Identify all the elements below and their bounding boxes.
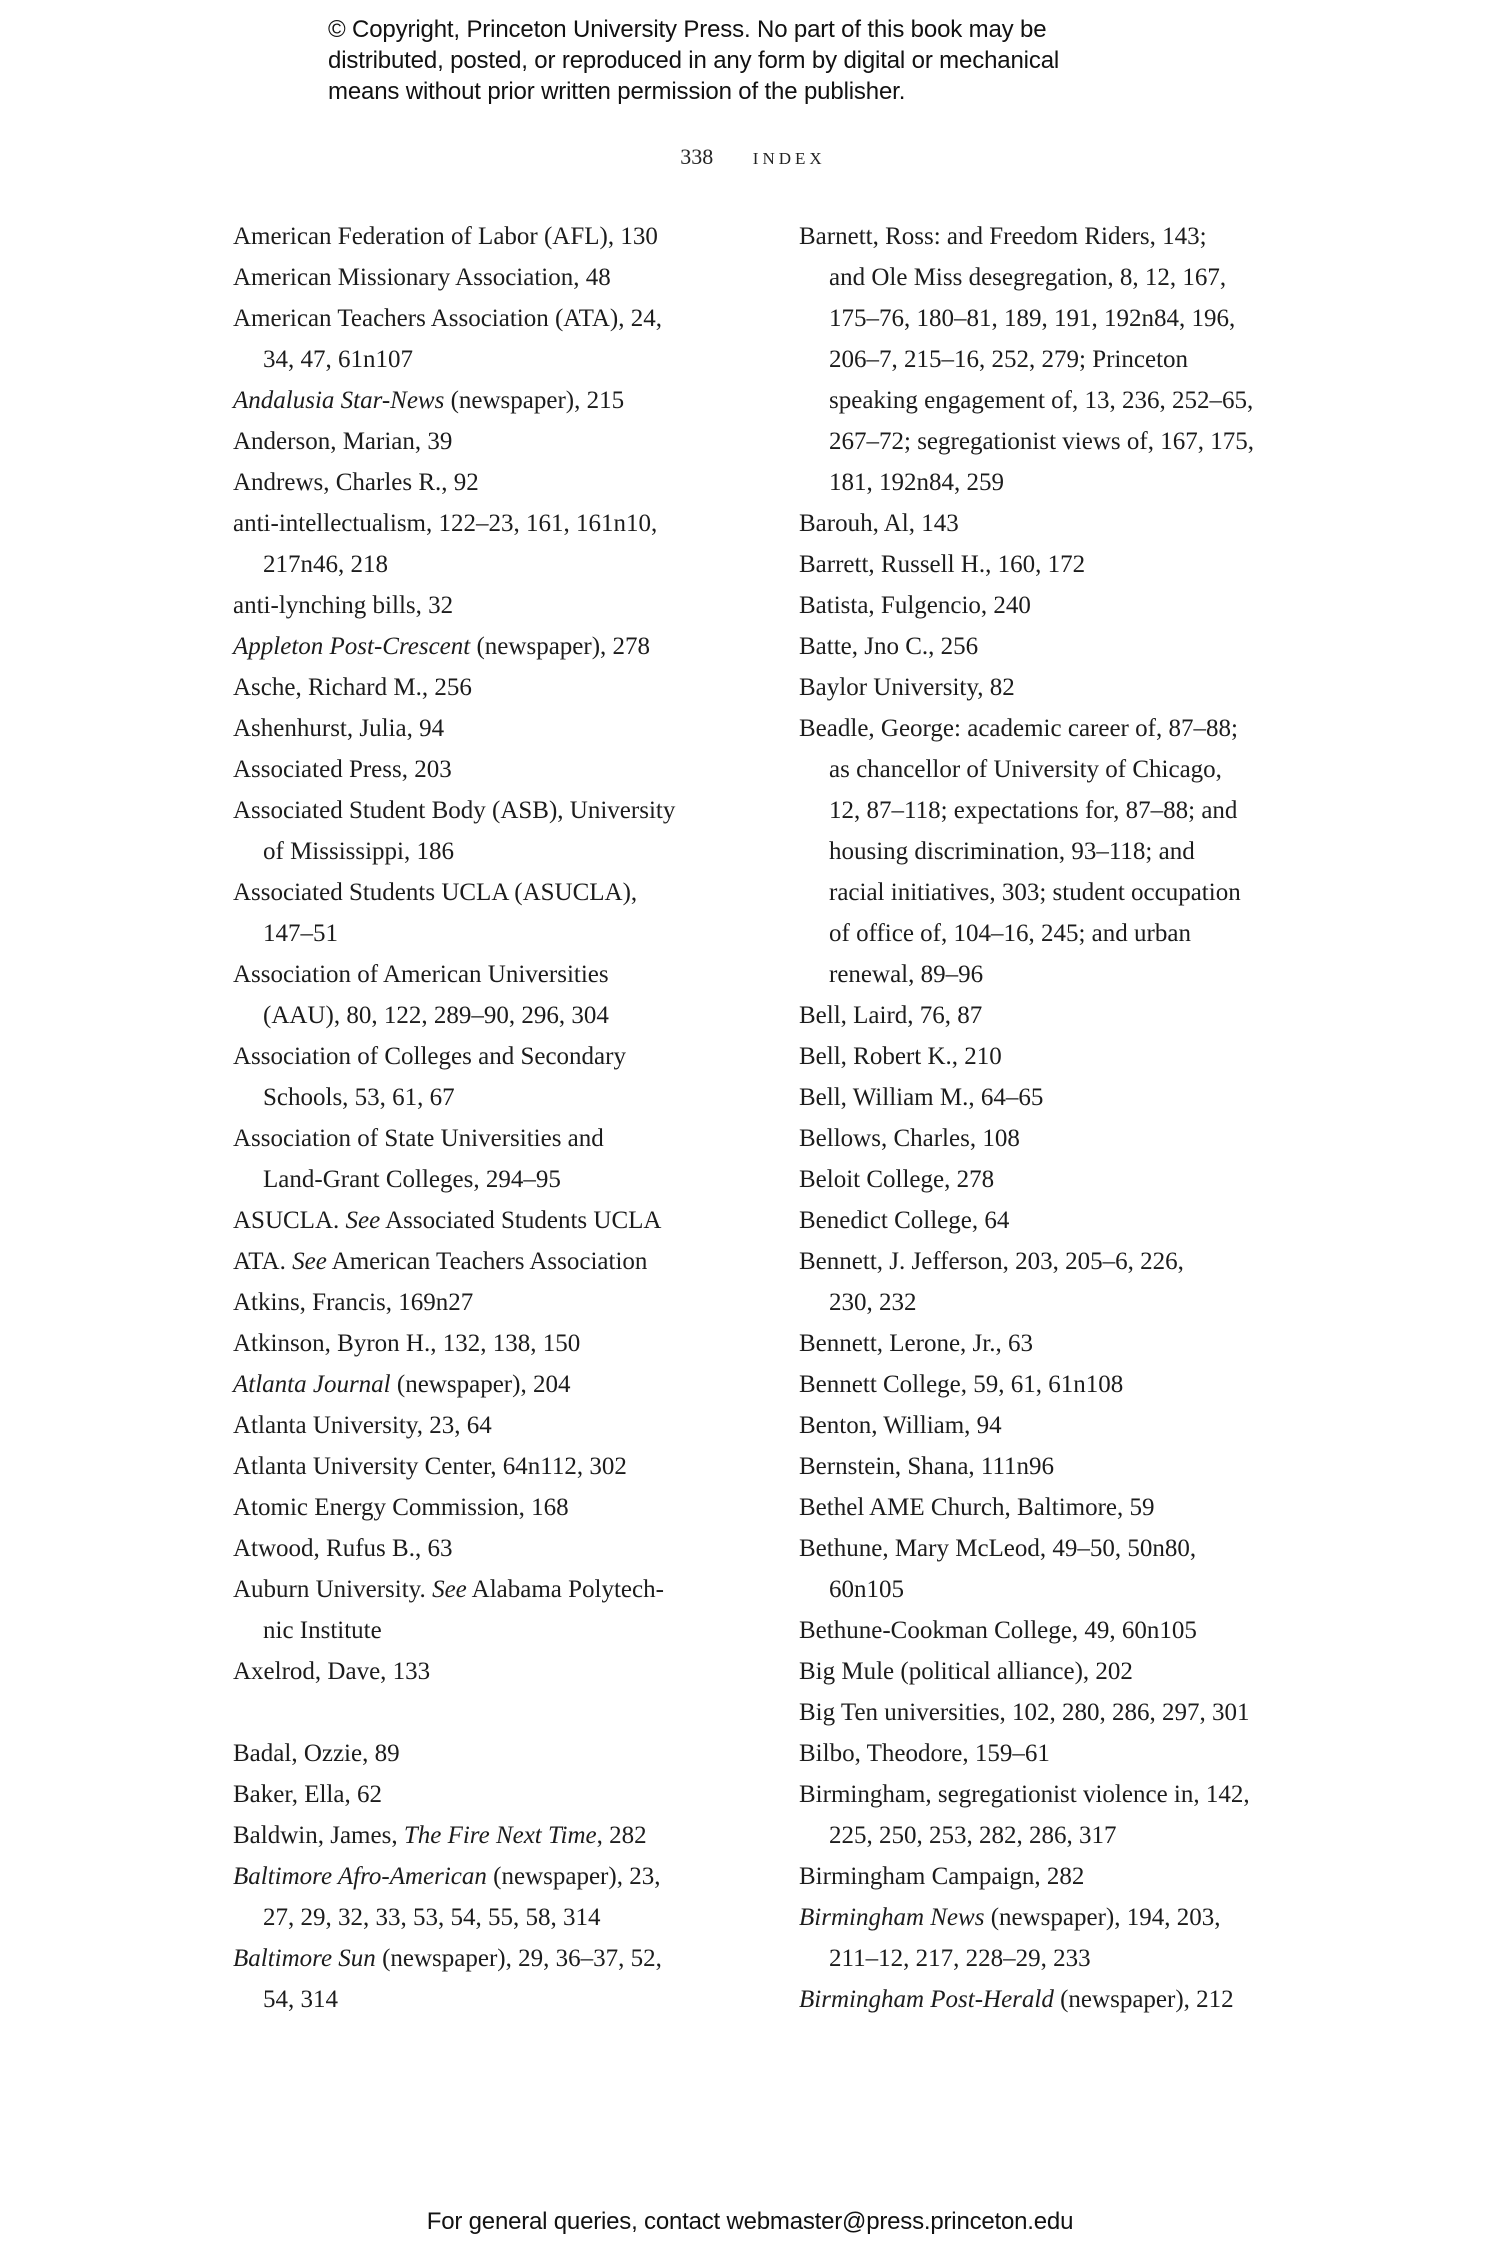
italic-title: Andalusia Star-News bbox=[233, 387, 445, 414]
entry-text: American Teachers Association bbox=[326, 1248, 648, 1275]
index-entry bbox=[799, 1610, 1299, 1651]
entry-text: of Mississippi, 186 bbox=[263, 838, 455, 865]
index-entry-line bbox=[799, 1733, 1299, 1774]
entry-text: Beadle, George: academic career of, 87–88; bbox=[799, 715, 1238, 742]
entry-text: American Teachers Association (ATA), 24, bbox=[233, 305, 662, 332]
index-entry bbox=[233, 503, 753, 585]
index-entry bbox=[799, 1528, 1299, 1610]
index-entry bbox=[233, 1815, 753, 1856]
index-entry bbox=[233, 1528, 753, 1569]
index-entry-line bbox=[233, 1446, 753, 1487]
index-entry-line bbox=[799, 1077, 1299, 1118]
entry-text: (AAU), 80, 122, 289–90, 296, 304 bbox=[263, 1002, 609, 1029]
index-entry-continuation bbox=[799, 1938, 1299, 1979]
entry-text: housing discrimination, 93–118; and bbox=[829, 838, 1195, 865]
entry-text: (newspaper), 29, 36–37, 52, bbox=[375, 1945, 662, 1972]
index-entry bbox=[233, 257, 753, 298]
entry-text: Barouh, Al, 143 bbox=[799, 510, 959, 537]
index-entry bbox=[799, 1077, 1299, 1118]
index-entry-continuation bbox=[799, 913, 1299, 954]
entry-text: Barnett, Ross: and Freedom Riders, 143; bbox=[799, 223, 1207, 250]
index-entry bbox=[233, 1487, 753, 1528]
index-entry-line bbox=[233, 1036, 753, 1077]
index-entry-continuation bbox=[799, 339, 1299, 380]
index-entry-continuation bbox=[799, 954, 1299, 995]
entry-text: Bilbo, Theodore, 159–61 bbox=[799, 1740, 1050, 1767]
index-entry bbox=[799, 995, 1299, 1036]
index-column-right bbox=[799, 216, 1299, 2020]
entry-text: Associated Press, 203 bbox=[233, 756, 452, 783]
entry-text: Batte, Jno C., 256 bbox=[799, 633, 979, 660]
index-entry bbox=[233, 1774, 753, 1815]
index-entry-line bbox=[799, 1692, 1299, 1733]
entry-text: American Missionary Association, 48 bbox=[233, 264, 611, 291]
italic-title: Appleton Post-Crescent bbox=[233, 633, 471, 660]
index-entry-line bbox=[233, 503, 753, 544]
index-entry bbox=[799, 1651, 1299, 1692]
index-entry-continuation bbox=[233, 1077, 753, 1118]
index-entry-line bbox=[799, 1651, 1299, 1692]
index-entry-line bbox=[799, 1610, 1299, 1651]
entry-text: Asche, Richard M., 256 bbox=[233, 674, 472, 701]
entry-text: Big Ten universities, 102, 280, 286, 297, 301 bbox=[799, 1699, 1250, 1726]
index-entry-continuation bbox=[799, 462, 1299, 503]
index-entry-continuation bbox=[799, 749, 1299, 790]
index-entry-line bbox=[233, 1569, 753, 1610]
entry-text: 147–51 bbox=[263, 920, 338, 947]
index-entry-line bbox=[233, 1651, 753, 1692]
index-entry-line bbox=[233, 790, 753, 831]
index-entry-continuation bbox=[799, 831, 1299, 872]
index-entry bbox=[233, 1938, 753, 2020]
entry-text: anti-lynching bills, 32 bbox=[233, 592, 454, 619]
letter-group-gap bbox=[233, 1692, 753, 1733]
index-entry-line bbox=[233, 1528, 753, 1569]
entry-text: Beloit College, 278 bbox=[799, 1166, 995, 1193]
entry-text: Bellows, Charles, 108 bbox=[799, 1125, 1020, 1152]
index-entry bbox=[233, 749, 753, 790]
entry-text: Bell, Laird, 76, 87 bbox=[799, 1002, 983, 1029]
index-entry-line bbox=[233, 667, 753, 708]
entry-text: Bennett College, 59, 61, 61n108 bbox=[799, 1371, 1124, 1398]
index-entry bbox=[233, 1733, 753, 1774]
index-entry-line bbox=[799, 1118, 1299, 1159]
italic-title: See bbox=[345, 1207, 381, 1234]
index-entry bbox=[799, 626, 1299, 667]
index-entry-line bbox=[799, 1241, 1299, 1282]
index-entry-continuation bbox=[799, 1569, 1299, 1610]
index-entry-line bbox=[233, 1856, 753, 1897]
entry-text: Auburn University. bbox=[233, 1576, 433, 1603]
italic-title: Baltimore Afro-American bbox=[233, 1863, 487, 1890]
italic-title: Baltimore Sun bbox=[233, 1945, 376, 1972]
index-entry-line bbox=[233, 872, 753, 913]
index-entry bbox=[233, 1856, 753, 1938]
index-entry-line bbox=[799, 1405, 1299, 1446]
index-entry-continuation bbox=[799, 1282, 1299, 1323]
entry-text: as chancellor of University of Chicago, bbox=[829, 756, 1222, 783]
index-entry-line bbox=[799, 995, 1299, 1036]
index-entry bbox=[799, 1200, 1299, 1241]
entry-text: ASUCLA. bbox=[233, 1207, 346, 1234]
index-entry bbox=[233, 1200, 753, 1241]
copyright-notice bbox=[328, 14, 1208, 107]
entry-text: 211–12, 217, 228–29, 233 bbox=[829, 1945, 1091, 1972]
index-entry bbox=[233, 872, 753, 954]
index-entry bbox=[799, 1692, 1299, 1733]
entry-text: (newspaper), 215 bbox=[444, 387, 625, 414]
entry-text: nic Institute bbox=[263, 1617, 382, 1644]
index-entry-line bbox=[233, 626, 753, 667]
copyright-line: distributed, posted, or reproduced in any form by digital or mechanical bbox=[328, 47, 1060, 74]
index-entry bbox=[799, 1979, 1299, 2020]
index-entry-line bbox=[233, 1323, 753, 1364]
index-entry-continuation bbox=[799, 298, 1299, 339]
index-entry bbox=[799, 1897, 1299, 1979]
entry-text: Benton, William, 94 bbox=[799, 1412, 1002, 1439]
entry-text: 34, 47, 61n107 bbox=[263, 346, 413, 373]
entry-text: Big Mule (political alliance), 202 bbox=[799, 1658, 1133, 1685]
entry-text: Atkinson, Byron H., 132, 138, 150 bbox=[233, 1330, 581, 1357]
index-entry-continuation bbox=[799, 872, 1299, 913]
entry-text: Atlanta University Center, 64n112, 302 bbox=[233, 1453, 627, 1480]
entry-text: Baker, Ella, 62 bbox=[233, 1781, 382, 1808]
entry-text: 217n46, 218 bbox=[263, 551, 388, 578]
index-entry-line bbox=[233, 954, 753, 995]
index-entry-line bbox=[799, 708, 1299, 749]
index-entry-continuation bbox=[233, 1979, 753, 2020]
index-entry-continuation bbox=[233, 1610, 753, 1651]
index-entry-line bbox=[233, 1815, 753, 1856]
entry-text: speaking engagement of, 13, 236, 252–65, bbox=[829, 387, 1254, 414]
index-entry bbox=[233, 708, 753, 749]
entry-text: Bennett, Lerone, Jr., 63 bbox=[799, 1330, 1033, 1357]
index-entry bbox=[799, 708, 1299, 995]
index-entry bbox=[799, 1446, 1299, 1487]
entry-text: 267–72; segregationist views of, 167, 175, bbox=[829, 428, 1254, 455]
entry-text: Baldwin, James, bbox=[233, 1822, 404, 1849]
italic-title: Atlanta Journal bbox=[233, 1371, 391, 1398]
index-entry-line bbox=[799, 1528, 1299, 1569]
index-entry bbox=[799, 216, 1299, 503]
entry-text: Birmingham, segregationist violence in, 142, bbox=[799, 1781, 1250, 1808]
index-entry-line bbox=[233, 421, 753, 462]
index-entry bbox=[233, 1282, 753, 1323]
entry-text: racial initiatives, 303; student occupation bbox=[829, 879, 1241, 906]
entry-text: Bell, William M., 64–65 bbox=[799, 1084, 1044, 1111]
index-entry-line bbox=[233, 257, 753, 298]
footer-contact: For general queries, contact webmaster@press.princeton.edu bbox=[426, 2208, 1074, 2235]
index-entry bbox=[233, 1446, 753, 1487]
entry-text: Atomic Energy Commission, 168 bbox=[233, 1494, 569, 1521]
index-entry bbox=[233, 421, 753, 462]
index-entry-continuation bbox=[233, 339, 753, 380]
index-entry bbox=[799, 1241, 1299, 1323]
index-entry-continuation bbox=[799, 790, 1299, 831]
index-entry bbox=[799, 1487, 1299, 1528]
entry-text: Bethune-Cookman College, 49, 60n105 bbox=[799, 1617, 1197, 1644]
index-entry-line bbox=[233, 216, 753, 257]
index-entry bbox=[233, 1323, 753, 1364]
index-entry-continuation bbox=[233, 544, 753, 585]
index-entry bbox=[799, 1364, 1299, 1405]
index-entry-line bbox=[799, 1897, 1299, 1938]
entry-text: American Federation of Labor (AFL), 130 bbox=[233, 223, 658, 250]
entry-text: 225, 250, 253, 282, 286, 317 bbox=[829, 1822, 1117, 1849]
index-entry-line bbox=[233, 1938, 753, 1979]
index-entry-line bbox=[233, 298, 753, 339]
index-entry bbox=[233, 462, 753, 503]
index-entry-continuation bbox=[799, 421, 1299, 462]
section-title: INDEX bbox=[752, 149, 826, 168]
entry-text: anti-intellectualism, 122–23, 161, 161n10, bbox=[233, 510, 658, 537]
entry-text: Batista, Fulgencio, 240 bbox=[799, 592, 1031, 619]
page-number: 338 bbox=[680, 144, 714, 169]
index-entry-line bbox=[233, 708, 753, 749]
index-entry-line bbox=[233, 1774, 753, 1815]
index-entry-line bbox=[233, 1241, 753, 1282]
index-entry bbox=[799, 1774, 1299, 1856]
entry-text: ATA. bbox=[233, 1248, 293, 1275]
index-entry-continuation bbox=[233, 995, 753, 1036]
index-entry-line bbox=[799, 626, 1299, 667]
entry-text: Bennett, J. Jefferson, 203, 205–6, 226, bbox=[799, 1248, 1184, 1275]
entry-text: Bethel AME Church, Baltimore, 59 bbox=[799, 1494, 1155, 1521]
entry-text: (newspaper), 278 bbox=[470, 633, 651, 660]
entry-text: , 282 bbox=[596, 1822, 647, 1849]
index-column-left bbox=[233, 216, 753, 2020]
index-entry-line bbox=[799, 1856, 1299, 1897]
index-entry bbox=[799, 1118, 1299, 1159]
index-entry-continuation bbox=[799, 380, 1299, 421]
entry-text: (newspaper), 23, bbox=[486, 1863, 661, 1890]
index-entry-line bbox=[233, 1487, 753, 1528]
index-entry bbox=[233, 1241, 753, 1282]
index-entry-line bbox=[799, 1200, 1299, 1241]
index-entry-line bbox=[233, 1200, 753, 1241]
entry-text: Axelrod, Dave, 133 bbox=[233, 1658, 431, 1685]
index-entry-line bbox=[799, 1446, 1299, 1487]
index-entry bbox=[233, 667, 753, 708]
index-entry bbox=[799, 667, 1299, 708]
index-entry-line bbox=[233, 749, 753, 790]
index-entry bbox=[799, 1323, 1299, 1364]
entry-text: Alabama Polytech- bbox=[466, 1576, 664, 1603]
index-entry-line bbox=[799, 1159, 1299, 1200]
index-entry-continuation bbox=[233, 831, 753, 872]
entry-text: Association of Colleges and Secondary bbox=[233, 1043, 626, 1070]
index-entry bbox=[799, 1733, 1299, 1774]
index-entry bbox=[233, 1569, 753, 1651]
entry-text: Association of American Universities bbox=[233, 961, 609, 988]
index-entry bbox=[233, 954, 753, 1036]
entry-text: (newspaper), 194, 203, bbox=[984, 1904, 1221, 1931]
copyright-line: © Copyright, Princeton University Press. No part of this book may be bbox=[328, 16, 1047, 43]
index-entry-line bbox=[233, 585, 753, 626]
index-entry-line bbox=[233, 1405, 753, 1446]
entry-text: Bell, Robert K., 210 bbox=[799, 1043, 1002, 1070]
index-entry-line bbox=[233, 1364, 753, 1405]
italic-title: The Fire Next Time bbox=[403, 1822, 597, 1849]
entry-text: Bernstein, Shana, 111n96 bbox=[799, 1453, 1055, 1480]
index-entry bbox=[799, 1405, 1299, 1446]
index-entry-line bbox=[233, 380, 753, 421]
index-entry bbox=[799, 585, 1299, 626]
entry-text: Land-Grant Colleges, 294–95 bbox=[263, 1166, 561, 1193]
index-entry-line bbox=[799, 1364, 1299, 1405]
entry-text: Ashenhurst, Julia, 94 bbox=[233, 715, 445, 742]
index-entry bbox=[233, 380, 753, 421]
index-entry bbox=[233, 790, 753, 872]
entry-text: Andrews, Charles R., 92 bbox=[233, 469, 479, 496]
copyright-line: means without prior written permission of the publisher. bbox=[328, 78, 906, 105]
index-entry bbox=[233, 1651, 753, 1692]
entry-text: 27, 29, 32, 33, 53, 54, 55, 58, 314 bbox=[263, 1904, 601, 1931]
entry-text: renewal, 89–96 bbox=[829, 961, 984, 988]
entry-text: 206–7, 215–16, 252, 279; Princeton bbox=[829, 346, 1189, 373]
index-entry-line bbox=[799, 544, 1299, 585]
entry-text: and Ole Miss desegregation, 8, 12, 167, bbox=[829, 264, 1227, 291]
entry-text: 54, 314 bbox=[263, 1986, 338, 2013]
index-entry-line bbox=[799, 1036, 1299, 1077]
index-entry-continuation bbox=[233, 1897, 753, 1938]
italic-title: See bbox=[292, 1248, 327, 1275]
index-entry bbox=[799, 1856, 1299, 1897]
index-entry-line bbox=[799, 503, 1299, 544]
index-entry-continuation bbox=[233, 1159, 753, 1200]
index-entry-line bbox=[799, 1323, 1299, 1364]
index-entry bbox=[799, 1159, 1299, 1200]
entry-text: Baylor University, 82 bbox=[799, 674, 1015, 701]
running-head bbox=[0, 142, 1500, 172]
italic-title: Birmingham Post-Herald bbox=[799, 1986, 1054, 2013]
index-entry-line bbox=[799, 1774, 1299, 1815]
index-entry-line bbox=[799, 1979, 1299, 2020]
index-entry bbox=[799, 544, 1299, 585]
index-entry-continuation bbox=[799, 257, 1299, 298]
entry-text: 181, 192n84, 259 bbox=[829, 469, 1004, 496]
entry-text: 175–76, 180–81, 189, 191, 192n84, 196, bbox=[829, 305, 1236, 332]
entry-text: 60n105 bbox=[829, 1576, 904, 1603]
index-entry-line bbox=[799, 585, 1299, 626]
entry-text: 12, 87–118; expectations for, 87–88; and bbox=[829, 797, 1238, 824]
index-entry bbox=[799, 503, 1299, 544]
index-entry bbox=[233, 1118, 753, 1200]
entry-text: Bethune, Mary McLeod, 49–50, 50n80, bbox=[799, 1535, 1197, 1562]
entry-text: Atwood, Rufus B., 63 bbox=[233, 1535, 453, 1562]
entry-text: of office of, 104–16, 245; and urban bbox=[829, 920, 1191, 947]
entry-text: Anderson, Marian, 39 bbox=[233, 428, 453, 455]
index-entry bbox=[233, 626, 753, 667]
entry-text: Benedict College, 64 bbox=[799, 1207, 1010, 1234]
index-entry-line bbox=[233, 1282, 753, 1323]
index-entry bbox=[233, 585, 753, 626]
entry-text: Badal, Ozzie, 89 bbox=[233, 1740, 400, 1767]
entry-text: Atkins, Francis, 169n27 bbox=[233, 1289, 474, 1316]
entry-text: Association of State Universities and bbox=[233, 1125, 604, 1152]
entry-text: Associated Students UCLA (ASUCLA), bbox=[233, 879, 638, 906]
index-entry-line bbox=[799, 216, 1299, 257]
italic-title: See bbox=[432, 1576, 467, 1603]
index-entry bbox=[799, 1036, 1299, 1077]
entry-text: (newspaper), 204 bbox=[390, 1371, 571, 1398]
index-entry-continuation bbox=[233, 913, 753, 954]
index-entry bbox=[233, 216, 753, 257]
index-entry bbox=[233, 298, 753, 380]
entry-text: Atlanta University, 23, 64 bbox=[233, 1412, 492, 1439]
entry-text: Birmingham Campaign, 282 bbox=[799, 1863, 1085, 1890]
entry-text: Schools, 53, 61, 67 bbox=[263, 1084, 455, 1111]
index-entry bbox=[233, 1405, 753, 1446]
index-entry bbox=[233, 1036, 753, 1118]
index-entry-line bbox=[233, 1118, 753, 1159]
entry-text: (newspaper), 212 bbox=[1053, 1986, 1234, 2013]
index-entry-line bbox=[233, 1733, 753, 1774]
index-entry-continuation bbox=[799, 1815, 1299, 1856]
entry-text: 230, 232 bbox=[829, 1289, 917, 1316]
entry-text: Barrett, Russell H., 160, 172 bbox=[799, 551, 1086, 578]
entry-text: Associated Students UCLA bbox=[380, 1207, 662, 1234]
italic-title: Birmingham News bbox=[799, 1904, 985, 1931]
entry-text: Associated Student Body (ASB), University bbox=[233, 797, 676, 824]
index-entry bbox=[233, 1364, 753, 1405]
index-entry-line bbox=[799, 667, 1299, 708]
index-entry-line bbox=[233, 462, 753, 503]
index-entry-line bbox=[799, 1487, 1299, 1528]
